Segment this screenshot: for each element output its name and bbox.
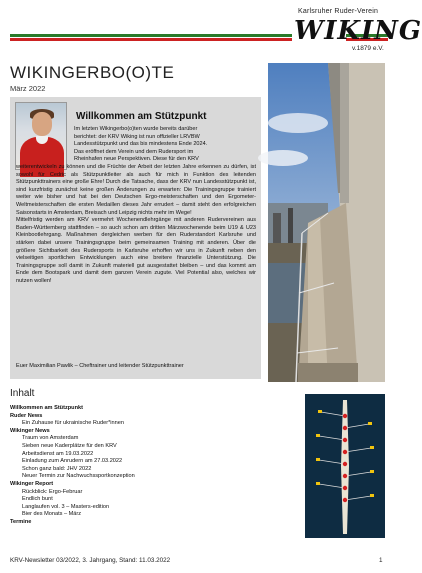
article-line: Das eröffnet dem Verein und dem Rudersport im [74,148,194,155]
toc-item[interactable]: Endlich bunt [22,496,53,503]
toc-item[interactable]: Langlaufen vol. 3 – Masters-edition [22,503,110,510]
article-line: Landesstützpunkt und das bis mindestens Ende 2024. [74,141,208,148]
toc-item[interactable]: Schon ganz bald: JHV 2022 [22,465,92,472]
red-stripe [10,38,292,41]
toc-item[interactable]: Rückblick: Ergo-Februar [22,488,83,495]
boathouse-photo [268,63,385,382]
logo-club-name: Karlsruher Ruder-Verein [298,8,379,15]
article-paragraph-1 [16,126,256,217]
toc-item[interactable]: Sieben neue Kaderplätze für den KRV [22,442,117,449]
contents-heading: Inhalt [10,388,35,399]
rowing-boat-photo [305,394,385,538]
toc-item[interactable]: Ruder News [10,412,43,419]
green-stripe [10,34,292,37]
toc-item[interactable]: Termine [10,518,32,525]
header-stripes-left [10,34,292,41]
toc-item[interactable]: Einladung zum Anrudern am 27.03.2022 [22,458,123,465]
toc-item[interactable]: Arbeitsdienst am 19.03.2022 [22,450,94,457]
page-number: 1 [379,557,383,564]
toc-item[interactable]: Wikinger News [10,427,50,434]
toc-item[interactable]: Bier des Monats – März [22,511,82,518]
toc-item[interactable]: Traum von Amsterdam [22,435,79,442]
toc-item[interactable]: Willkommen am Stützpunkt [10,405,83,411]
article-signature: Euer Maximilian Pawlik – Cheftrainer und leitender Stützpunkttrainer [16,363,184,369]
logo-wordmark: WIKING [294,16,422,46]
article-paragraph-1-rest: weiterentwickeln zu können und die Früchte der Arbeit der letzten Jahre erkennen zu dürfen, ist sowohl für Cedric als Stützpunktleiter als auch für mich in Funktion des leitenden Stützpunkttrainers eine große Ehre! Durch die Tatsache, dass der KRV nun Landesstützpunkt ist, sind kurzfristig zunächst keine großen Änderungen zu erwarten: Die Trainingsgruppe trainiert weiter wie bisher und hat bei den Deutschen Ergo-meisterschaften und den Ergometer-Weltmeisterschaften die ersten Medaillen dieses Jahr errudert – damit steht den erfolgreichen Saisonstarts in Amsterdam, Breisach und Leipzig nichts mehr im Wege! [16,163,256,216]
newsletter-title: WIKINGERBO(O)TE [10,63,175,82]
article-line: Im letzten Wikingerbo(o)ten wurde bereits darüber [74,126,198,132]
toc-item[interactable]: Ein Zuhause für ukrainische Ruder*innen [22,420,124,427]
boathouse-photo-illustration [268,63,385,382]
toc-item[interactable]: Wikinger Report [10,480,54,487]
table-of-contents [10,405,300,527]
club-logo [292,4,422,54]
toc-item[interactable]: Neuer Termin zur Nachwuchssportkonzeption [22,473,135,480]
issue-date: März 2022 [10,84,46,93]
welcome-article [10,97,261,379]
article-body [16,126,256,285]
footer-info: KRV-Newsletter 03/2022, 3. Jahrgang, Stand: 11.03.2022 [10,557,171,564]
article-line: Rheinhafen neue Perspektiven. Diese für den KRV [74,156,199,163]
rowing-boat-illustration [305,394,385,538]
article-paragraph-2: Mittelfristig werden am KRV vermehrt Wochenendlehrgänge mit anderen Rudervereinen aus Baden-Württemberg stattfinden – so auch schon am dritten Märzwochenende beim U19 & U23 Kleinbootlehrgang. Maßnahmen dergleichen werben für den Ruderstandort Karlsruhe und stärken dabei unsere Trainingsgruppe beim gemeinsamen Training mit anderen. Über die größere Sichtbarkeit des Rudersports in Karlsruhe erhoffen wir uns in Zukunft neben den vielseitigen sportlichen Entwicklungen auch eine breitere finanzielle Unterstützung. Die Trainingsgruppe soll damit in Zukunft materiell gut ausgestattet bleiben – und das kommt am Ende dem Bootspark und damit dem ganzen Verein zugute. Viel Potential also, welches wir nutzen wollen! [16,217,256,284]
article-line: berichtet: der KRV Wiking ist nun offizieller LRVBW [74,133,200,140]
logo-year: v.1879 e.V. [352,45,384,52]
article-heading: Willkommen am Stützpunkt [76,111,207,122]
